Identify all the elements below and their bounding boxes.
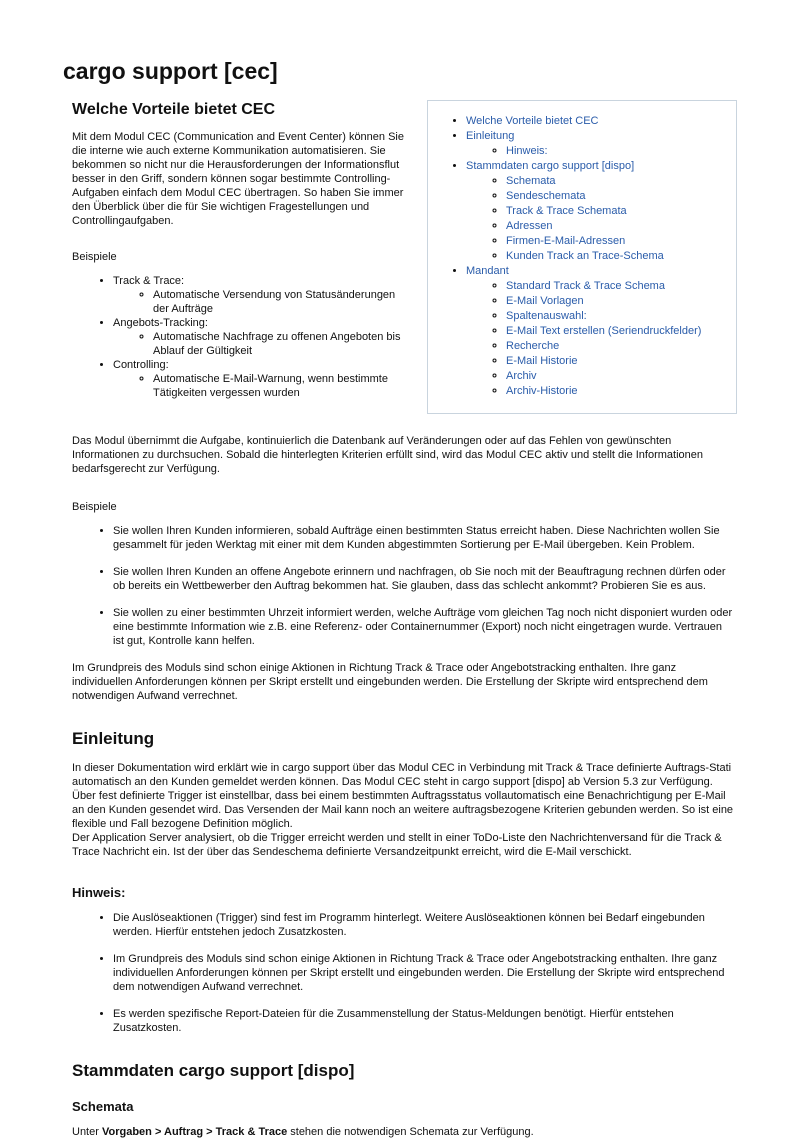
toc-sublist — [466, 279, 728, 399]
toc-item — [506, 144, 728, 159]
vorteile-heading: Welche Vorteile bietet CEC — [72, 101, 276, 118]
toc-link-recherche[interactable]: Recherche — [506, 340, 560, 352]
examples-sublist — [113, 330, 412, 358]
examples-label: Beispiele — [72, 251, 117, 263]
modul-examples-list — [72, 524, 735, 648]
closing-suffix: stehen die notwendigen Schemata zur Verfügung. — [287, 1126, 534, 1138]
einleitung-line: Über fest definierte Trigger ist einstellbar, dass bei einem bestimmten Auftragsstatus vollautomatisch eine Benachrichtigung per E-Mail an den Kunden gesendet wird. Das Versenden der Mail kann noch an weitere auftragsbezogene Kriterien gebunden werden. So ist eine flexible und Fall bezogene Definition möglich. — [72, 790, 734, 830]
einleitung-line: In dieser Dokumentation wird erklärt wie in cargo support über das Modul CEC in Verbindung mit Track & Trace definierte Auftrags-Stati automatisch an den Kunden gemeldet werden können. Das Modul CEC steht in cargo support [dispo] ab Version 5.3 zur Verfügung. — [72, 762, 732, 788]
toc-link-archiv[interactable]: Archiv — [506, 370, 537, 382]
toc-item — [506, 339, 728, 354]
hinweis-list — [72, 911, 735, 1035]
toc-item — [506, 174, 728, 189]
list-item: • Im Grundpreis des Moduls sind schon einige Aktionen in Richtung Track & Trace oder Angebotstracking enthalten. Ihre ganz individuellen Anforderungen können per Skript erstellt und eingebunden werden. Die Erstellung der Skripte wird entsprechend dem notwendigen Aufwand verrechnet. — [113, 952, 735, 994]
toc-link-email-historie[interactable]: E-Mail Historie — [506, 355, 578, 367]
list-item: ◦ Automatische Nachfrage zu offenen Angeboten bis Ablauf der Gültigkeit — [153, 330, 412, 358]
toc-item — [506, 309, 728, 324]
list-item — [113, 358, 412, 400]
toc-link-spaltenauswahl[interactable]: Spaltenauswahl: — [506, 310, 587, 322]
toc-link-stammdaten[interactable]: Stammdaten cargo support [dispo] — [466, 160, 635, 172]
menu-path: Vorgaben > Auftrag > Track & Trace — [101, 1126, 288, 1138]
list-item — [113, 274, 412, 316]
vorteile-column — [63, 100, 412, 400]
schemata-heading: Schemata — [72, 1099, 134, 1114]
toc-link-adressen[interactable]: Adressen — [506, 220, 553, 232]
toc-item — [506, 279, 728, 294]
einleitung-paragraph — [72, 761, 735, 859]
toc-link-firmen-email-adressen[interactable]: Firmen-E-Mail-Adressen — [506, 235, 626, 247]
einleitung-line: Der Application Server analysiert, ob die Trigger erreicht werden und stellt in einer ToDo-Liste den Nachrichtenversand für die Track & Trace Nachricht ein. Ist der über das Sendeschema definierte Versandzeitpunkt erreicht, wird die E-Mail verschickt. — [72, 832, 722, 858]
stammdaten-heading: Stammdaten cargo support [dispo] — [72, 1061, 355, 1080]
toc-item — [506, 384, 728, 399]
examples-sublist — [113, 288, 412, 316]
list-item — [113, 316, 412, 358]
toc-link-email-text-erstellen[interactable]: E-Mail Text erstellen (Seriendruckfelder) — [506, 325, 702, 337]
example-label: Track & Trace: — [113, 275, 185, 287]
toc-link-email-vorlagen[interactable]: E-Mail Vorlagen — [506, 295, 584, 307]
toc-item — [506, 204, 728, 219]
page-title: cargo support [cec] — [63, 58, 278, 84]
example-label: Angebots-Tracking: — [113, 317, 208, 329]
toc-link-mandant[interactable]: Mandant — [466, 265, 509, 277]
toc-link-sendeschemata[interactable]: Sendeschemata — [506, 190, 586, 202]
toc-sublist — [466, 144, 728, 159]
toc-item — [506, 219, 728, 234]
toc-item — [506, 354, 728, 369]
toc-sublist — [466, 174, 728, 264]
vorteile-intro-paragraph: Mit dem Modul CEC (Communication and Event Center) können Sie die interne wie auch externe Kommunikation automatisieren. Sie bekommen so nicht nur die Herausforderungen der Informationsflut besser in den Griff, sondern können sogar bestimmte Controlling-Aufgaben einfach dem Modul CEC übertragen. So haben Sie immer den Überblick über die für Sie wichtigen Fragestellungen und Controllingaufgaben. — [72, 131, 404, 227]
schemata-paragraph — [72, 1125, 735, 1139]
einleitung-heading: Einleitung — [72, 729, 155, 748]
toc-link-standard-track-trace-schema[interactable]: Standard Track & Trace Schema — [506, 280, 665, 292]
main-content — [63, 434, 737, 1139]
list-item: • Die Auslöseaktionen (Trigger) sind fest im Programm hinterlegt. Weitere Auslöseaktionen können bei Bedarf eingebunden werden. Hierfür entstehen jedoch Zusatzkosten. — [113, 911, 735, 939]
toc-link-hinweis[interactable]: Hinweis: — [506, 145, 548, 157]
toc-list — [436, 114, 728, 399]
toc-link-welche-vorteile[interactable]: Welche Vorteile bietet CEC — [466, 115, 599, 127]
toc-item — [506, 189, 728, 204]
list-item: ◦ Automatische E-Mail-Warnung, wenn bestimmte Tätigkeiten vergessen wurden — [153, 372, 412, 400]
toc-item — [506, 369, 728, 384]
toc-item — [466, 264, 728, 399]
examples-list — [72, 274, 412, 400]
toc-item — [506, 324, 728, 339]
modul-paragraph: Das Modul übernimmt die Aufgabe, kontinuierlich die Datenbank auf Veränderungen oder auf das Fehlen von gewünschten Informationen zu durchsuchen. Sobald die hinterlegten Kriterien erfüllt sind, wird das Modul CEC aktiv und stellt die Informationen bedarfsgerecht zur Verfügung. — [72, 435, 704, 475]
toc-item — [466, 159, 728, 264]
toc-item — [506, 234, 728, 249]
toc-link-einleitung[interactable]: Einleitung — [466, 130, 515, 142]
list-item: • Sie wollen zu einer bestimmten Uhrzeit informiert werden, welche Aufträge vom gleichen Tag noch nicht disponiert wurden oder eine bestimmte Information wie z.B. eine Referenz- oder Containernummer (Export) noch nicht eingetragen wurde. Vertrauen ist gut, Kontrolle kann helfen. — [113, 606, 735, 648]
toc-link-track-trace-schemata[interactable]: Track & Trace Schemata — [506, 205, 627, 217]
example-label: Controlling: — [113, 359, 169, 371]
toc-item — [466, 114, 728, 129]
examples-label: Beispiele — [72, 501, 117, 513]
top-section — [63, 100, 737, 414]
examples-sublist — [113, 372, 412, 400]
toc-link-schemata[interactable]: Schemata — [506, 175, 556, 187]
toc-item — [506, 294, 728, 309]
list-item: • Sie wollen Ihren Kunden informieren, sobald Aufträge einen bestimmten Status erreicht haben. Diese Nachrichten wollen Sie gesammelt für jeden Werktag mit einer mit dem Kunden abgestimmten Sortierung per E-Mail übergeben. Kein Problem. — [113, 524, 735, 552]
grundpreis-paragraph: Im Grundpreis des Moduls sind schon einige Aktionen in Richtung Track & Trace oder Angebotstracking enthalten. Ihre ganz individuellen Anforderungen können per Skript erstellt und eingebunden werden. Die Erstellung der Skripte wird entsprechend dem notwendigen Aufwand verrechnet. — [72, 662, 708, 702]
table-of-contents — [427, 100, 737, 414]
toc-item — [466, 129, 728, 159]
toc-link-kunden-track-trace-schema[interactable]: Kunden Track an Trace-Schema — [506, 250, 664, 262]
closing-prefix: Unter — [72, 1126, 102, 1138]
list-item: ◦ Automatische Versendung von Statusänderungen der Aufträge — [153, 288, 412, 316]
toc-link-archiv-historie[interactable]: Archiv-Historie — [506, 385, 578, 397]
hinweis-heading: Hinweis: — [72, 885, 126, 900]
toc-item — [506, 249, 728, 264]
list-item: • Es werden spezifische Report-Dateien für die Zusammenstellung der Status-Meldungen benötigt. Hierfür entstehen Zusatzkosten. — [113, 1007, 735, 1035]
list-item: • Sie wollen Ihren Kunden an offene Angebote erinnern und nachfragen, ob Sie noch mit der Beauftragung rechnen dürfen oder ob bereits ein Wettbewerber den Auftrag bekommen hat. Sie glauben, dass das schlecht ankommt? Probieren Sie es aus. — [113, 565, 735, 593]
